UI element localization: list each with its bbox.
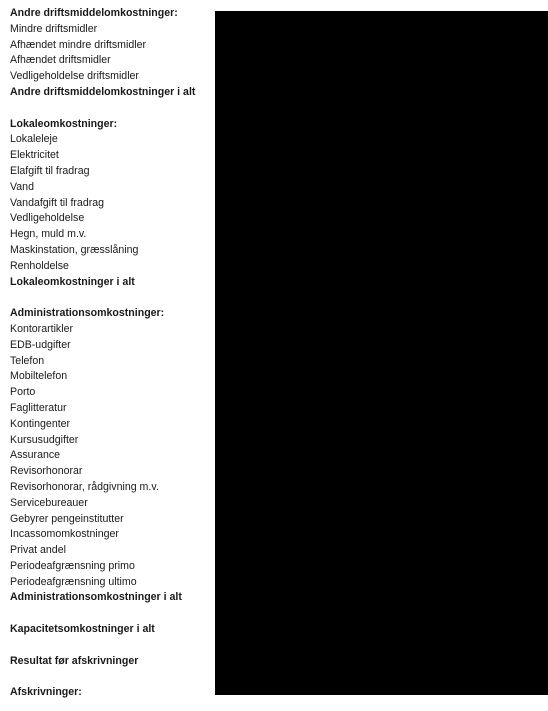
list-item: Revisorhonorar: [10, 465, 83, 478]
section-heading-andre: Andre driftsmiddelomkostninger:: [10, 7, 178, 19]
redaction-block: [215, 11, 548, 695]
spacer: [10, 290, 200, 306]
resultat-foer-afskrivninger: Resultat før afskrivninger: [10, 654, 139, 667]
list-item: Lokaleleje: [10, 133, 58, 146]
kapacitet-total: Kapacitetsomkostninger i alt: [10, 623, 155, 636]
list-item: Elafgift til fradrag: [10, 164, 90, 177]
spacer: [10, 606, 200, 622]
list-item: Vandafgift til fradrag: [10, 196, 105, 209]
list-item: Revisorhonorar, rådgivning m.v.: [10, 480, 159, 493]
list-item: Porto: [10, 386, 36, 399]
section-heading-afskrivninger: Afskrivninger:: [10, 686, 82, 699]
list-item: Faglitteratur: [10, 401, 67, 414]
section-heading-lokale: Lokaleomkostninger:: [10, 117, 118, 130]
list-item: Kontorartikler: [10, 322, 73, 335]
list-item: EDB-udgifter: [10, 338, 71, 351]
list-item: Maskinstation, græsslåning: [10, 243, 139, 256]
list-item: Mindre driftsmidler: [10, 22, 98, 35]
list-item: Renholdelse: [10, 259, 69, 272]
list-item: Gebyrer pengeinstitutter: [10, 512, 124, 525]
list-item: Privat andel: [10, 544, 66, 557]
section-total-admin: Administrationsomkostninger i alt: [10, 591, 182, 604]
section-total-lokale: Lokaleomkostninger i alt: [10, 275, 135, 288]
list-item: Vedligeholdelse driftsmidler: [10, 70, 139, 83]
spacer: [10, 101, 200, 117]
spacer: [10, 669, 200, 685]
list-item: Afhændet driftsmidler: [10, 54, 111, 67]
list-item: Kontingenter: [10, 417, 71, 430]
list-item: Mobiltelefon: [10, 370, 68, 383]
list-item: Periodeafgrænsning primo: [10, 559, 135, 572]
list-item: Hegn, muld m.v.: [10, 228, 87, 241]
section-heading-admin: Administrationsomkostninger:: [10, 307, 165, 320]
list-item: Elektricitet: [10, 149, 59, 162]
list-item: Vand: [10, 180, 34, 193]
spacer: [10, 638, 200, 654]
list-item: Kursusudgifter: [10, 433, 79, 446]
list-item: Telefon: [10, 354, 45, 367]
list-item: Incassomomkostninger: [10, 528, 119, 541]
list-item: Assurance: [10, 449, 61, 462]
list-item: Vedligeholdelse: [10, 212, 85, 225]
list-item: Servicebureauer: [10, 496, 88, 509]
list-item: Afhændet mindre driftsmidler: [10, 38, 147, 51]
account-list: [10, 6, 200, 701]
section-total-andre: Andre driftsmiddelomkostninger i alt: [10, 85, 196, 98]
list-item: Periodeafgrænsning ultimo: [10, 575, 137, 588]
